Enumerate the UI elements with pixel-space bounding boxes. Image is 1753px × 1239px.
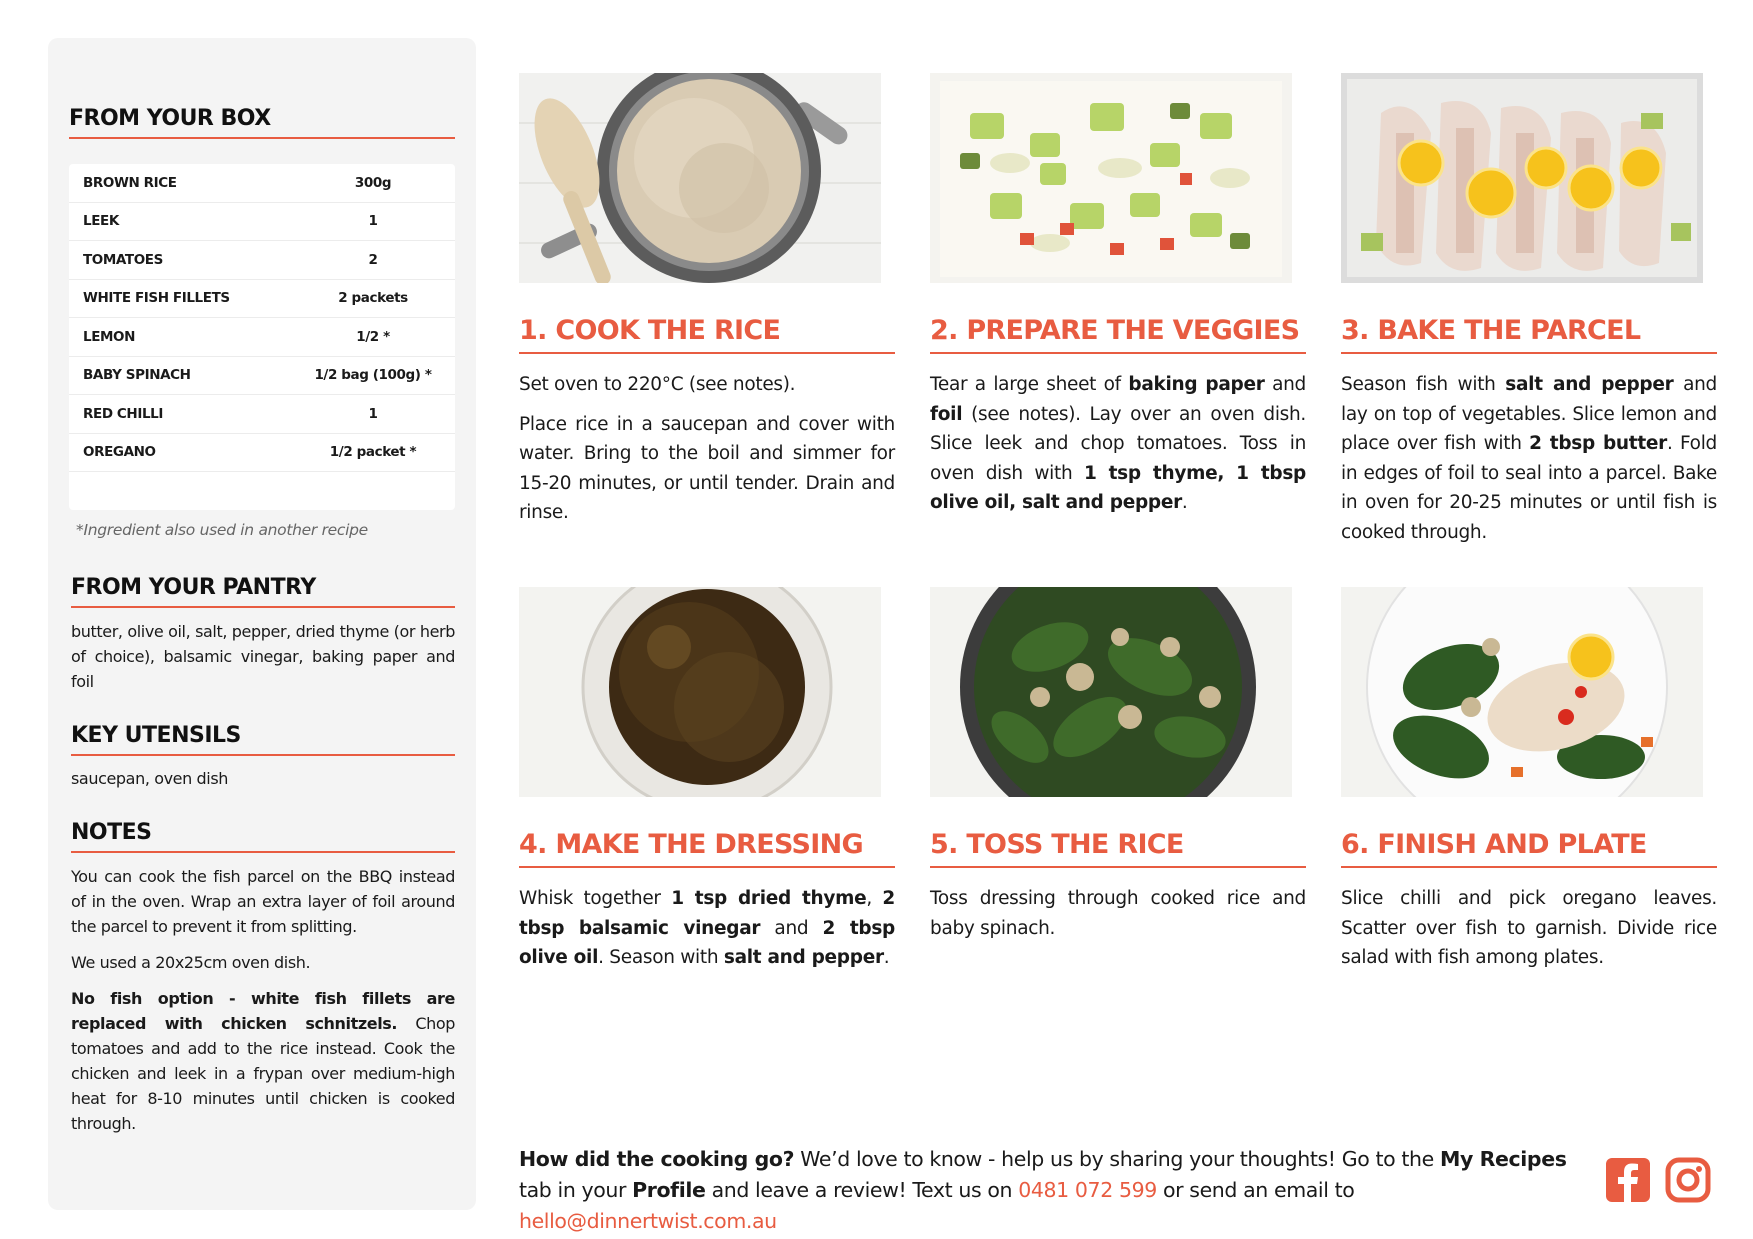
ingredient-qty: 1: [368, 405, 378, 422]
ingredient-name: LEMON: [83, 328, 136, 345]
ingredient-qty: 300g: [354, 174, 392, 191]
step-make-dressing: [519, 587, 895, 983]
footer-profile: Profile: [632, 1178, 706, 1202]
step-finish-plate: [1341, 587, 1717, 983]
step-4-para: [519, 884, 895, 973]
step-2-t4: .: [1181, 492, 1188, 513]
rice-salad-photo: [930, 587, 1292, 797]
step-5-title: 5. TOSS THE RICE: [930, 829, 1306, 868]
ingredient-row: [69, 280, 455, 319]
ingredient-qty: 1/2 *: [356, 328, 390, 345]
note-bbq: You can cook the fish parcel on the BBQ instead of in the oven. Wrap an extra layer of foil around the parcel to prevent it from splitting.: [71, 867, 455, 936]
ingredient-row: [69, 318, 455, 357]
footer-phone-link[interactable]: 0481 072 599: [1018, 1178, 1157, 1202]
step-4-t4: . Season with: [598, 947, 724, 968]
step-4-text: [519, 884, 895, 973]
notes-body: [71, 864, 455, 1147]
step-2-t1: Tear a large sheet of: [930, 374, 1129, 395]
step-prepare-veggies: [930, 73, 1306, 528]
step-2-para: [930, 370, 1306, 518]
rice-photo: [519, 73, 881, 283]
instagram-icon[interactable]: [1664, 1156, 1712, 1204]
footer-my-recipes: My Recipes: [1439, 1147, 1567, 1171]
ingredient-qty: 1: [368, 213, 378, 230]
step-3-t2: and lay on top of vegetables. Slice lemon and place over fish with: [1341, 374, 1717, 454]
note-no-fish: [71, 986, 455, 1136]
feedback-footer: [519, 1144, 1579, 1237]
footer-question: How did the cooking go?: [519, 1147, 795, 1171]
step-2-t3: (see notes). Lay over an oven dish. Slice leek and chop tomatoes. Toss in oven dish with: [930, 403, 1306, 484]
notes-heading: NOTES: [71, 820, 455, 853]
ingredient-name: LEEK: [83, 213, 119, 230]
ingredient-row: [69, 203, 455, 242]
ingredient-name: BROWN RICE: [83, 174, 177, 191]
step-4-t5: .: [883, 947, 890, 968]
footer-text-1: We’d love to know - help us by sharing your thoughts! Go to the: [794, 1147, 1440, 1171]
ingredient-row: [69, 395, 455, 434]
step-2-b1: baking paper: [1128, 374, 1265, 395]
plated-photo: [1341, 587, 1703, 797]
step-6-text: [1341, 884, 1717, 973]
step-6-para: Slice chilli and pick oregano leaves. Scatter over fish to garnish. Divide rice salad with fish among plates.: [1341, 888, 1717, 968]
ingredient-name: OREGANO: [83, 444, 156, 461]
parcel-photo: [1341, 73, 1703, 283]
step-2-b2: foil: [930, 403, 963, 425]
veggies-photo: [930, 73, 1292, 283]
step-2-title: 2. PREPARE THE VEGGIES: [930, 315, 1306, 354]
step-3-t1: Season fish with: [1341, 374, 1506, 395]
ingredient-name: WHITE FISH FILLETS: [83, 290, 230, 307]
facebook-icon[interactable]: [1604, 1156, 1652, 1204]
footer-text-2: tab in your: [519, 1178, 633, 1202]
ingredient-name: TOMATOES: [83, 251, 163, 268]
ingredient-row: [69, 357, 455, 396]
step-4-t1: Whisk together: [519, 888, 672, 909]
ingredient-row: [69, 434, 455, 473]
step-4-title: 4. MAKE THE DRESSING: [519, 829, 895, 868]
footer-text-3: and leave a review! Text us on: [705, 1178, 1019, 1202]
ingredient-qty: 1/2 packet *: [329, 444, 417, 461]
ingredient-row: [69, 164, 455, 203]
step-4-t2: ,: [866, 888, 883, 909]
step-3-title: 3. BAKE THE PARCEL: [1341, 315, 1717, 354]
step-cook-rice: [519, 73, 895, 538]
dressing-photo: [519, 587, 881, 797]
step-1-text: [519, 370, 895, 528]
ingredient-row: [69, 241, 455, 280]
step-bake-parcel: [1341, 73, 1717, 557]
step-1-para-2: Place rice in a saucepan and cover with water. Bring to the boil and simmer for 15-20 minutes, or until tender. Drain and rinse.: [519, 413, 895, 523]
note-dish: We used a 20x25cm oven dish.: [71, 953, 311, 972]
step-3-b2: 2 tbsp butter: [1529, 433, 1667, 454]
step-4-b3: 2 tbsp olive oil: [519, 917, 895, 968]
key-utensils-heading: KEY UTENSILS: [71, 723, 455, 756]
step-1-title: 1. COOK THE RICE: [519, 315, 895, 354]
ingredients-table: [69, 164, 455, 510]
utensils-list: saucepan, oven dish: [71, 769, 229, 788]
step-4-b2: 2 tbsp balsamic vinegar: [519, 888, 895, 939]
ingredient-qty: 2: [368, 251, 378, 268]
from-your-pantry-heading: FROM YOUR PANTRY: [71, 575, 455, 608]
note-no-fish-text: Chop tomatoes and add to the rice instead. Cook the chicken and leek in a frypan over medium-high heat for 8-10 minutes until chicken is cooked through.: [71, 1014, 455, 1133]
ingredient-name: BABY SPINACH: [83, 367, 191, 384]
step-4-b1: 1 tsp dried thyme: [671, 888, 867, 909]
step-4-t3: and: [760, 917, 823, 939]
step-6-title: 6. FINISH AND PLATE: [1341, 829, 1717, 868]
ingredient-qty: 1/2 bag (100g) *: [314, 367, 432, 384]
step-5-text: [930, 884, 1306, 943]
step-3-b1: salt and pepper: [1505, 374, 1674, 395]
note-no-fish-bold: No fish option - white fish fillets are replaced with chicken schnitzels.: [71, 989, 455, 1033]
ingredients-sidebar: [48, 38, 476, 1210]
step-1-para-1: Set oven to 220°C (see notes).: [519, 374, 796, 395]
footer-text-4: or send an email to: [1156, 1178, 1355, 1202]
ingredient-qty: 2 packets: [338, 290, 408, 307]
step-4-b4: salt and pepper: [723, 947, 884, 968]
ingredient-footnote: *Ingredient also used in another recipe: [76, 521, 368, 539]
footer-email-link[interactable]: hello@dinnertwist.com.au: [519, 1209, 777, 1233]
step-3-text: [1341, 370, 1717, 547]
from-your-box-heading: FROM YOUR BOX: [69, 106, 455, 139]
ingredient-name: RED CHILLI: [83, 405, 163, 422]
pantry-list: butter, olive oil, salt, pepper, dried thyme (or herb of choice), balsamic vinegar, baking paper and foil: [71, 622, 455, 691]
step-toss-rice: [930, 587, 1306, 953]
step-3-para: [1341, 370, 1717, 547]
step-2-b3: 1 tsp thyme, 1 tbsp olive oil, salt and pepper: [930, 462, 1307, 513]
step-3-t3: . Fold in edges of foil to seal into a parcel. Bake in oven for 20-25 minutes or until fish is cooked through.: [1341, 433, 1717, 543]
step-2-text: [930, 370, 1306, 518]
step-2-t2: and: [1264, 374, 1306, 395]
step-5-para: Toss dressing through cooked rice and baby spinach.: [930, 888, 1306, 939]
